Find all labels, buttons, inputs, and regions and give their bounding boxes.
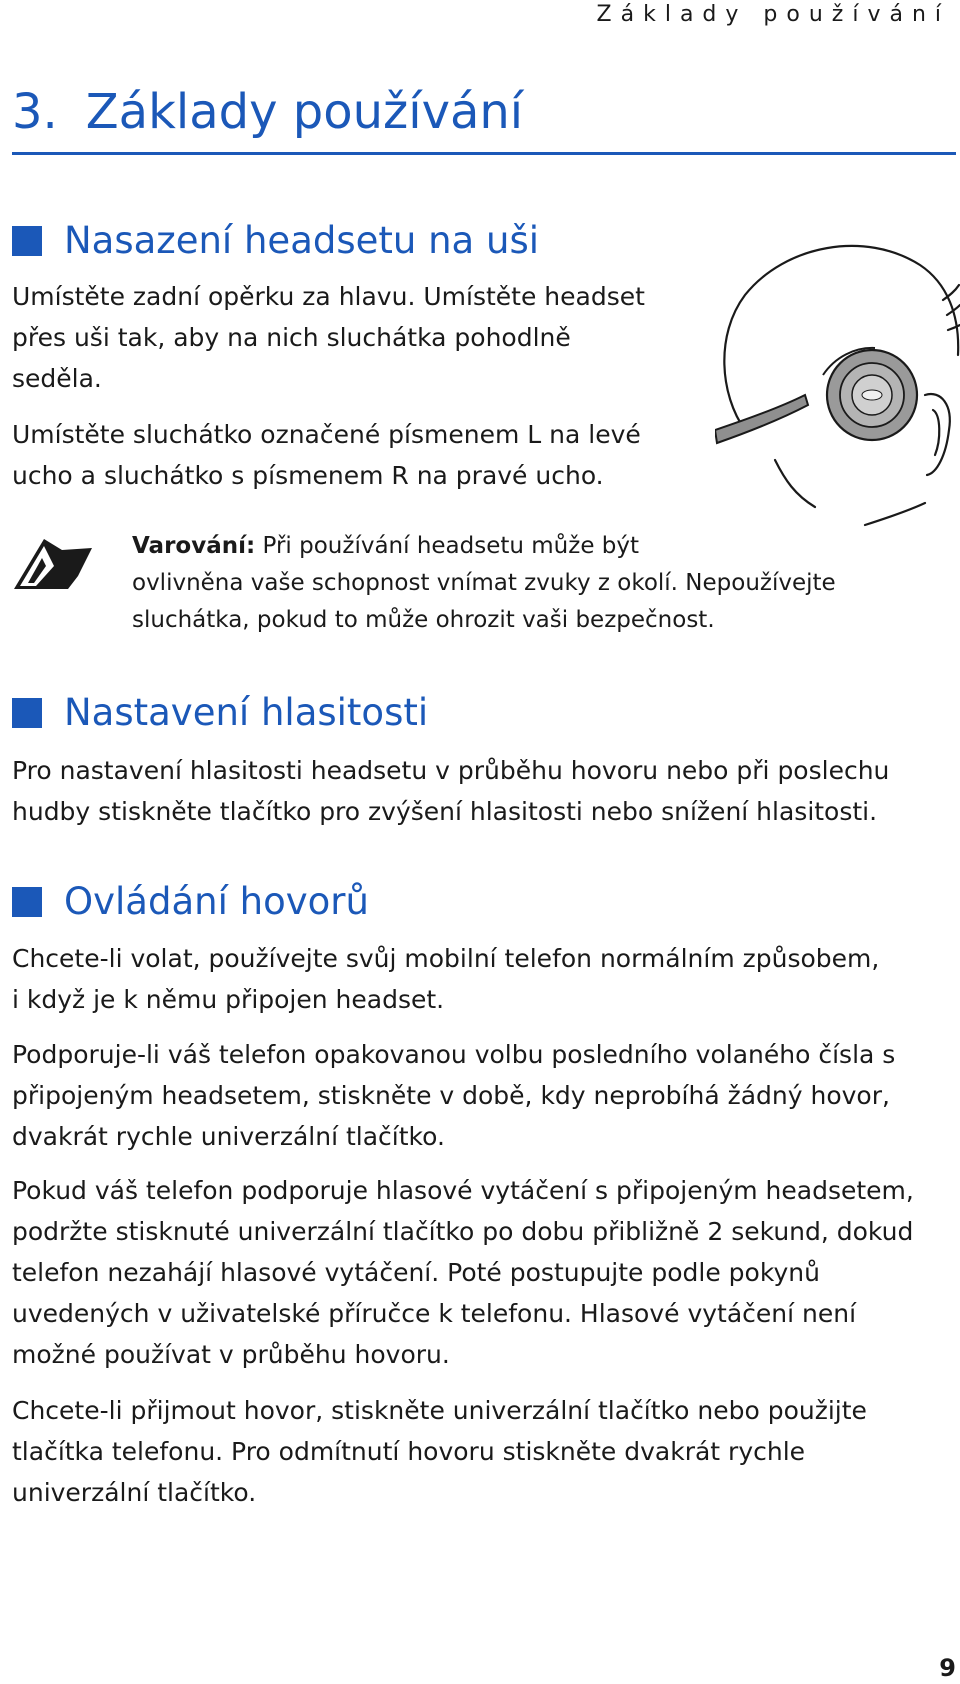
paragraph bbox=[12, 1390, 867, 1513]
paragraph-line: Chcete-li přijmout hovor, stiskněte univerzální tlačítko nebo použijte bbox=[12, 1396, 867, 1425]
section-square-icon bbox=[12, 226, 42, 256]
section-heading-text: Nasazení headsetu na uši bbox=[64, 219, 540, 262]
paragraph-line: dvakrát rychle univerzální tlačítko. bbox=[12, 1122, 445, 1151]
section-square-icon bbox=[12, 698, 42, 728]
section-heading-volume bbox=[12, 690, 428, 736]
paragraph bbox=[12, 414, 641, 496]
paragraph-line: seděla. bbox=[12, 364, 102, 393]
paragraph-line: uvedených v uživatelské příručce k telefonu. Hlasové vytáčení není bbox=[12, 1299, 857, 1328]
paragraph bbox=[12, 938, 879, 1020]
section-heading-wearing bbox=[12, 218, 539, 264]
paragraph-line: hudby stiskněte tlačítko pro zvýšení hlasitosti nebo snížení hlasitosti. bbox=[12, 797, 878, 826]
chapter-rule bbox=[12, 152, 956, 155]
warning-line: sluchátka, pokud to může ohrozit vaši bezpečnost. bbox=[132, 607, 715, 633]
warning-label: Varování: bbox=[132, 533, 256, 559]
headset-illustration bbox=[715, 225, 960, 530]
paragraph-line: tlačítka telefonu. Pro odmítnutí hovoru stiskněte dvakrát rychle bbox=[12, 1437, 806, 1466]
chapter-number: 3. bbox=[12, 84, 58, 140]
paragraph-line: univerzální tlačítko. bbox=[12, 1478, 257, 1507]
page-number: 9 bbox=[939, 1654, 956, 1682]
paragraph-line: Pokud váš telefon podporuje hlasové vytáčení s připojeným headsetem, bbox=[12, 1176, 914, 1205]
paragraph-line: podržte stisknuté univerzální tlačítko po dobu přibližně 2 sekund, dokud bbox=[12, 1217, 914, 1246]
section-square-icon bbox=[12, 887, 42, 917]
paragraph bbox=[12, 1170, 914, 1375]
chapter-title bbox=[12, 82, 523, 142]
paragraph bbox=[12, 1034, 895, 1157]
paragraph-line: Umístěte sluchátko označené písmenem L na levé bbox=[12, 420, 641, 449]
paragraph-line: Podporuje-li váš telefon opakovanou volbu posledního volaného čísla s bbox=[12, 1040, 896, 1069]
paragraph-line: přes uši tak, aby na nich sluchátka pohodlně bbox=[12, 323, 571, 352]
paragraph-line: telefon nezahájí hlasové vytáčení. Poté postupujte podle pokynů bbox=[12, 1258, 820, 1287]
paragraph-line: ucho a sluchátko s písmenem R na pravé ucho. bbox=[12, 461, 604, 490]
warning-icon bbox=[12, 536, 94, 592]
chapter-title-text: Základy používání bbox=[85, 84, 524, 140]
warning-line: ovlivněna vaše schopnost vnímat zvuky z okolí. Nepoužívejte bbox=[132, 570, 836, 596]
paragraph-line: Chcete-li volat, používejte svůj mobilní telefon normálním způsobem, bbox=[12, 944, 880, 973]
warning-text bbox=[132, 528, 836, 639]
paragraph-line: Umístěte zadní opěrku za hlavu. Umístěte headset bbox=[12, 282, 645, 311]
paragraph-line: Pro nastavení hlasitosti headsetu v průběhu hovoru nebo při poslechu bbox=[12, 756, 890, 785]
paragraph-line: možné používat v průběhu hovoru. bbox=[12, 1340, 450, 1369]
section-heading-text: Nastavení hlasitosti bbox=[64, 691, 429, 734]
warning-line bbox=[132, 528, 836, 565]
warning-line-text: Při používání headsetu může být bbox=[255, 533, 640, 559]
paragraph-line: i když je k němu připojen headset. bbox=[12, 985, 445, 1014]
running-header: Základy používání bbox=[596, 2, 950, 27]
section-heading-calls bbox=[12, 879, 369, 925]
paragraph bbox=[12, 276, 645, 399]
paragraph bbox=[12, 750, 889, 832]
paragraph-line: připojeným headsetem, stiskněte v době, kdy neprobíhá žádný hovor, bbox=[12, 1081, 890, 1110]
section-heading-text: Ovládání hovorů bbox=[64, 880, 369, 923]
